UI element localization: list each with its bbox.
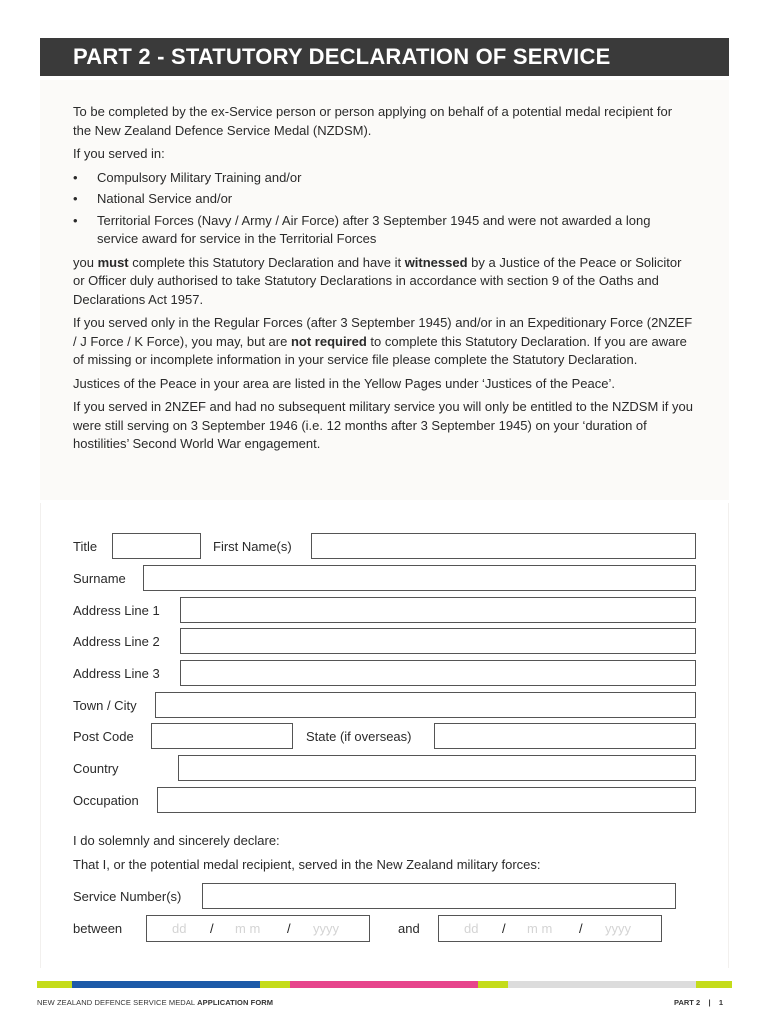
date-separator: / xyxy=(502,921,506,936)
occupation-input[interactable] xyxy=(158,788,695,812)
start-month-placeholder: m m xyxy=(235,921,261,936)
color-stripe-lime xyxy=(37,981,72,988)
town-city-label: Town / City xyxy=(73,698,137,713)
color-stripe-lime xyxy=(696,981,732,988)
surname-field[interactable] xyxy=(143,565,696,591)
date-separator: / xyxy=(210,921,214,936)
surname-label: Surname xyxy=(73,571,126,586)
justices-paragraph: Justices of the Peace in your area are listed in the Yellow Pages under ‘Justices of the Peace’. xyxy=(73,375,615,391)
end-year-placeholder: yyyy xyxy=(605,921,631,936)
country-field[interactable] xyxy=(178,755,696,781)
list-item: • National Service and/or xyxy=(73,190,693,209)
address-line-2-input[interactable] xyxy=(181,629,695,653)
first-name-label: First Name(s) xyxy=(213,539,292,554)
start-day-placeholder: dd xyxy=(172,921,187,936)
end-date-field[interactable] xyxy=(438,915,662,942)
color-stripe-pink xyxy=(290,981,478,988)
state-input[interactable] xyxy=(435,724,695,748)
start-date-field[interactable] xyxy=(146,915,370,942)
country-label: Country xyxy=(73,761,119,776)
occupation-field[interactable] xyxy=(157,787,696,813)
post-code-field[interactable] xyxy=(151,723,293,749)
country-input[interactable] xyxy=(179,756,695,780)
state-label: State (if overseas) xyxy=(306,729,412,744)
address-line-3-input[interactable] xyxy=(181,661,695,685)
state-field[interactable] xyxy=(434,723,696,749)
address-line-2-field[interactable] xyxy=(180,628,696,654)
color-stripe-lime xyxy=(260,981,290,988)
service-type-list xyxy=(73,169,693,249)
title-label: Title xyxy=(73,539,98,554)
between-label: between xyxy=(73,921,123,936)
intro-paragraph: To be completed by the ex-Service person or person applying on behalf of a potential medal recipient for the New Zealand Defence Service Medal (NZDSM). xyxy=(73,104,673,138)
first-name-field[interactable] xyxy=(311,533,696,559)
address-line-2-label: Address Line 2 xyxy=(73,634,160,649)
page-title: PART 2 - STATUTORY DECLARATION OF SERVICE xyxy=(40,38,729,76)
nzef-paragraph: If you served in 2NZEF and had no subsequent military service you will only be entitled to the NZDSM if you were still serving on 3 September 1946 (i.e. 12 months after 3 September 1945) on your ‘duration of hostilities’ Second World War engagement. xyxy=(73,399,693,451)
town-city-field[interactable] xyxy=(155,692,696,718)
address-line-1-input[interactable] xyxy=(181,598,695,622)
must-paragraph: you must complete this Statutory Declaration and have it witnessed by a Justice of the Peace or Solicitor or Officer duly authorised to take Statutory Declarations in accordance with section 9 of the Oaths and Declarations Act 1957. xyxy=(73,254,682,307)
list-item: • Compulsory Military Training and/or xyxy=(73,169,693,188)
color-stripe-grey xyxy=(508,981,696,988)
post-code-label: Post Code xyxy=(73,729,134,744)
address-line-3-label: Address Line 3 xyxy=(73,666,160,681)
declaration-statement: I do solemnly and sincerely declare: xyxy=(73,833,280,848)
instructions-text xyxy=(73,103,693,459)
surname-input[interactable] xyxy=(144,566,695,590)
address-line-1-label: Address Line 1 xyxy=(73,603,160,618)
occupation-label: Occupation xyxy=(73,793,139,808)
title-field[interactable] xyxy=(112,533,201,559)
date-separator: / xyxy=(287,921,291,936)
regular-forces-paragraph: If you served only in the Regular Forces (after 3 September 1945) and/or in an Expeditionary Force (2NZEF / J Force / K Force), you may, but are not required to complete this Statutory Declaration. If you are aware of missing or incomplete information in your service file please complete the Statutory Declaration. xyxy=(73,315,693,367)
service-number-field[interactable] xyxy=(202,883,676,909)
and-label: and xyxy=(398,921,420,936)
post-code-input[interactable] xyxy=(152,724,292,748)
first-name-input[interactable] xyxy=(312,534,695,558)
color-stripe-blue xyxy=(72,981,260,988)
service-number-label: Service Number(s) xyxy=(73,889,182,904)
end-day-placeholder: dd xyxy=(464,921,479,936)
town-city-input[interactable] xyxy=(156,693,695,717)
list-item: • Territorial Forces (Navy / Army / Air Force) after 3 September 1945 and were not awarded a long service award for service in the Territorial Forces xyxy=(73,212,693,249)
title-input[interactable] xyxy=(113,534,200,558)
declaration-service-statement: That I, or the potential medal recipient, served in the New Zealand military forces: xyxy=(73,857,541,872)
start-year-placeholder: yyyy xyxy=(313,921,339,936)
footer-page-number: PART 2 | 1 xyxy=(674,998,724,1007)
color-stripe-lime xyxy=(478,981,508,988)
address-line-3-field[interactable] xyxy=(180,660,696,686)
service-number-input[interactable] xyxy=(203,884,675,908)
footer-form-name: NEW ZEALAND DEFENCE SERVICE MEDAL APPLICATION FORM xyxy=(37,998,274,1007)
served-in-heading: If you served in: xyxy=(73,146,165,161)
end-month-placeholder: m m xyxy=(527,921,553,936)
date-separator: / xyxy=(579,921,583,936)
address-line-1-field[interactable] xyxy=(180,597,696,623)
